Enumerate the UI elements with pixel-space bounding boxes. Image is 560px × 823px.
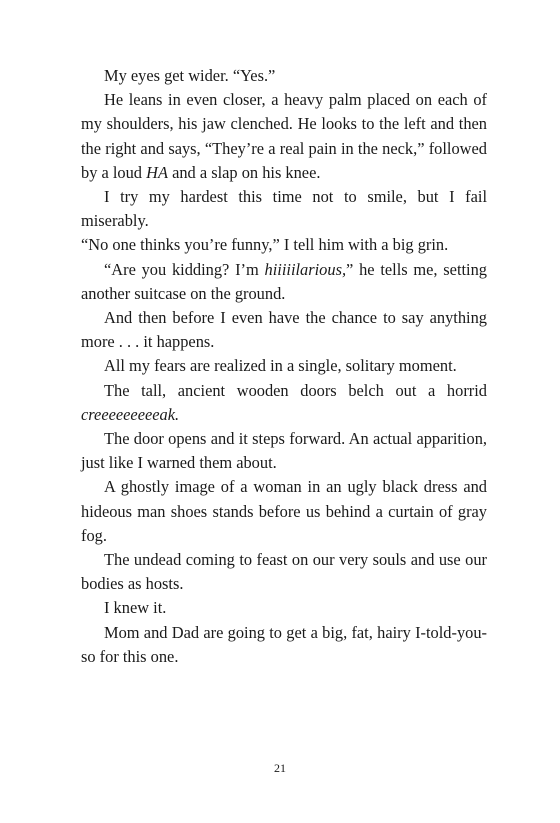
text-run: My eyes get wider. “Yes.” [104, 66, 276, 85]
paragraph [81, 354, 487, 378]
text-run: “Are you kidding? I’m [104, 259, 265, 279]
paragraph [81, 475, 487, 548]
text-run: “No one thinks you’re funny,” I tell him with a big grin. [81, 235, 449, 255]
text-run: I try my hardest this time not to smile, but I fail miserably. [81, 187, 487, 231]
paragraph [81, 548, 487, 596]
text-run: and a slap on his knee. [167, 162, 321, 182]
paragraph [81, 427, 487, 475]
paragraph [81, 258, 487, 306]
italic-text: creeeeeeeeeak. [81, 404, 180, 424]
paragraph [81, 596, 487, 620]
text-run: The door opens and it steps forward. An actual apparition, just like I warned them about. [81, 429, 487, 473]
text-run: And then before I even have the chance to say anything more . . . it happens. [81, 308, 487, 352]
paragraph [81, 88, 487, 185]
paragraph [81, 621, 487, 669]
paragraph [81, 233, 487, 257]
text-run: The undead coming to feast on our very souls and use our bodies as hosts. [81, 550, 487, 594]
paragraph [81, 306, 487, 354]
italic-text: hiiiiilarious, [264, 259, 347, 279]
text-run: All my fears are realized in a single, solitary moment. [104, 356, 457, 376]
page-number: 21 [274, 761, 286, 775]
body-text [81, 64, 487, 669]
text-run: ” he tells me, setting another suitcase on the ground. [81, 259, 487, 303]
paragraph [81, 379, 487, 427]
paragraph [81, 64, 487, 88]
text-run: He leans in even closer, a heavy palm placed on each of my shoulders, his jaw clenched. He looks to the left and then the right and says, “They’re a real pain in the neck,” followed by a loud [81, 90, 487, 182]
paragraph [81, 185, 487, 233]
text-run: A ghostly image of a woman in an ugly black dress and hideous man shoes stands before us behind a curtain of gray fog. [81, 477, 487, 545]
text-run: The tall, ancient wooden doors belch out a horrid [104, 380, 487, 400]
italic-text: HA [146, 162, 168, 182]
text-run: Mom and Dad are going to get a big, fat, hairy I-told-you-so for this one. [81, 622, 487, 666]
text-run: I knew it. [104, 598, 167, 618]
